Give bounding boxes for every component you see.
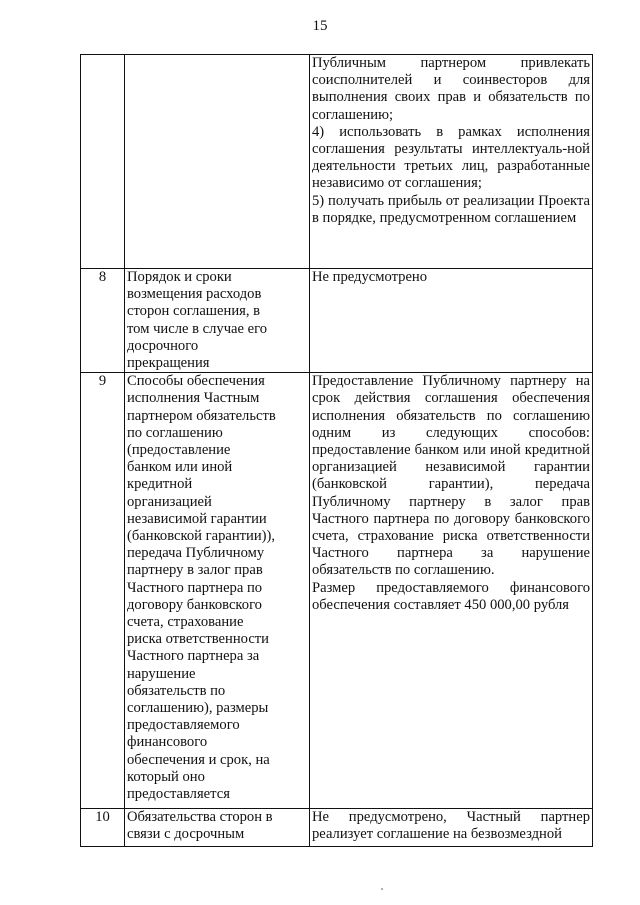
row-title-line: том числе в случае его xyxy=(127,320,268,337)
table-row xyxy=(81,55,593,269)
row-title-line: обеспечения и срок, на xyxy=(127,751,270,768)
agreement-table xyxy=(80,54,593,847)
table-row xyxy=(81,269,593,373)
row-title-line: обязательств по xyxy=(127,682,226,699)
row-number-cell: 9 xyxy=(81,373,125,809)
row-title-line: Обязательства сторон в xyxy=(127,809,273,826)
row-title-line: связи с досрочным xyxy=(127,826,245,843)
row-title-cell xyxy=(125,809,310,847)
row-title-line: Способы обеспечения xyxy=(127,373,265,390)
row-title-line: по соглашению xyxy=(127,424,223,441)
row-title-line: независимой гарантии xyxy=(127,510,267,527)
row-title-line: партнеру в залог прав xyxy=(127,562,263,579)
row-title-line: финансового xyxy=(127,734,208,751)
row-number-cell: 8 xyxy=(81,269,125,373)
row-number-cell xyxy=(81,55,125,269)
row-title-line: исполнения Частным xyxy=(127,390,260,407)
row-title-line: Частного партнера за xyxy=(127,648,260,665)
row-title-line: банком или иной xyxy=(127,459,233,476)
row-title-line: (банковской гарантии)), xyxy=(127,528,276,545)
row-title-line: предоставляется xyxy=(127,786,230,803)
row-title-line: прекращения xyxy=(127,355,210,372)
row-title-line: предоставляемого xyxy=(127,717,240,734)
row-title-line: нарушение xyxy=(127,665,196,682)
row-title-cell xyxy=(125,269,310,373)
row-title-line: кредитной xyxy=(127,476,193,493)
row-title-line: счета, страхование xyxy=(127,614,244,631)
row-title-line: возмещения расходов xyxy=(127,286,262,303)
row-value-cell xyxy=(310,55,593,269)
row-title-line: сторон соглашения, в xyxy=(127,303,261,320)
value-paragraph: 4) использовать в рамках исполнения соглашения результаты интеллектуаль-ной деятельности третьих лиц, разработанные независимо от соглашения; xyxy=(312,123,590,192)
value-paragraph: Не предусмотрено xyxy=(312,269,428,285)
row-value-cell xyxy=(310,269,593,373)
row-title-line: который оно xyxy=(127,768,205,785)
row-title-line: риска ответственности xyxy=(127,631,269,648)
table-row xyxy=(81,373,593,809)
row-title-line: передача Публичному xyxy=(127,545,265,562)
scan-speck xyxy=(381,888,383,890)
row-value-cell xyxy=(310,809,593,847)
row-title-line: партнером обязательств xyxy=(127,407,276,424)
row-title-line: досрочного xyxy=(127,337,199,354)
row-title-line: организацией xyxy=(127,493,212,510)
row-title-line: Частного партнера по xyxy=(127,579,263,596)
value-paragraph: Предоставление Публичному партнеру на срок действия соглашения обеспечения исполнения обязательств по соглашению одним из следующих способов: предоставление банком или иной кредитной организацией независимой гарантии (банковской гарантии), передача Публичному партнеру в залог прав Частного партнера по договору банковского счета, страхование риска ответственности Частного партнера за нарушение обязательств по соглашению. xyxy=(312,373,590,579)
row-title-cell xyxy=(125,55,310,269)
value-paragraph: Размер предоставляемого финансового обеспечения составляет 450 000,00 рубля xyxy=(312,579,590,613)
row-number-cell: 10 xyxy=(81,809,125,847)
table-row xyxy=(81,809,593,847)
value-paragraph: Публичным партнером привлекать соисполнителей и соинвесторов для выполнения своих прав и обязательств по соглашению; xyxy=(312,55,590,123)
row-value-cell xyxy=(310,373,593,809)
value-paragraph: 5) получать прибыль от реализации Проекта в порядке, предусмотренном соглашением xyxy=(312,192,590,226)
row-title-line: Порядок и сроки xyxy=(127,269,232,285)
row-title-cell xyxy=(125,373,310,809)
page-number: 15 xyxy=(312,18,328,34)
table-body xyxy=(81,55,593,847)
row-title-line: договору банковского xyxy=(127,596,262,613)
value-paragraph: Не предусмотрено, Частный партнер реализует соглашение на безвозмездной xyxy=(312,809,590,843)
row-title-line: (предоставление xyxy=(127,442,231,459)
row-title-line: соглашению), размеры xyxy=(127,700,269,717)
